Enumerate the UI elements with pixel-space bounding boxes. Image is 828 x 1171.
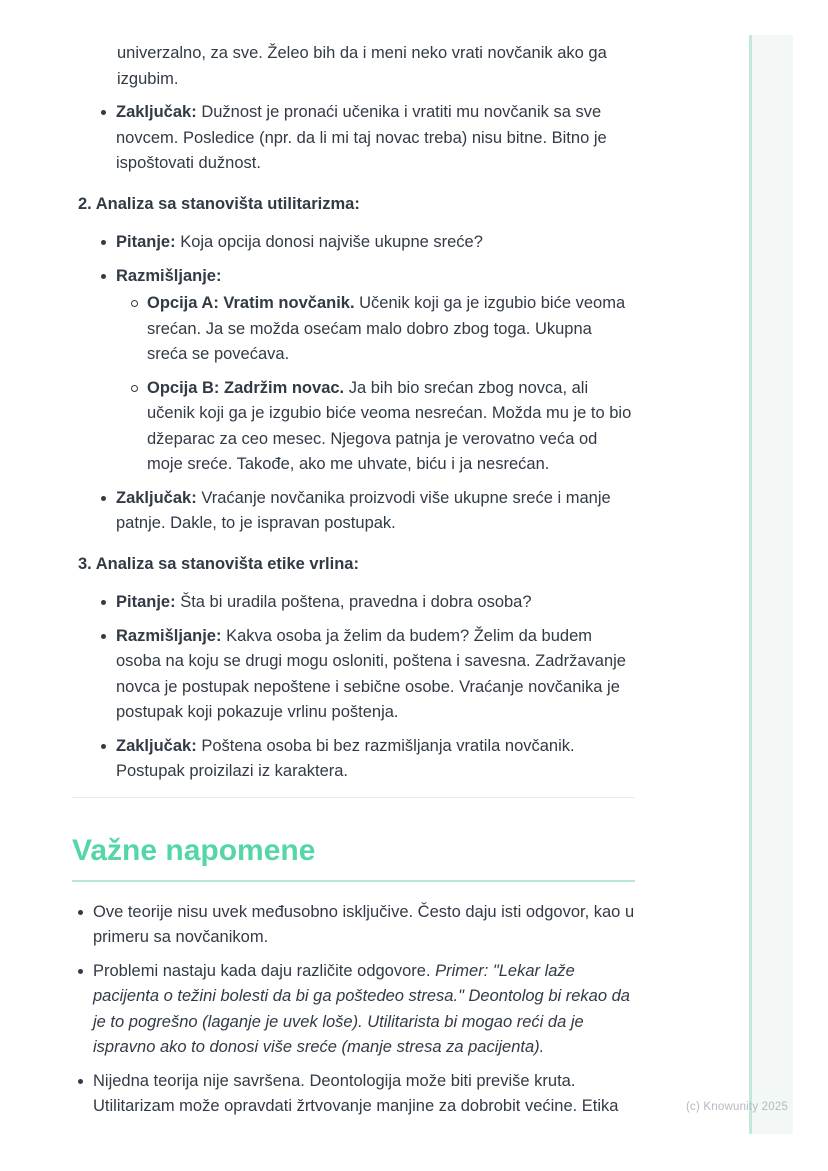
item-example-italic: Primer: "Lekar laže pacijenta o težini bolesti da bi ga poštedeo stresa." Deontolog bi rekao da je to pogrešno (laganje je uvek loše). Utilitarista bi mogao reći da je ispravno ako to donosi više sreće (manje stresa za pacijenta). (93, 961, 630, 1056)
bullet-circle-icon (131, 385, 138, 392)
item-paragraph (116, 264, 635, 290)
list-item (72, 900, 635, 951)
item-label: Pitanje: (116, 233, 176, 251)
bullet-disc-icon (101, 274, 106, 279)
list-item (72, 590, 635, 616)
item-text: Dužnost je pronaći učenika i vratiti mu novčanik sa sve novcem. Posledice (npr. da li mi taj novac treba) nisu bitne. Bitno je ispoštovati dužnost. (116, 103, 607, 172)
list-item (72, 959, 635, 1061)
list-item (72, 230, 635, 256)
item-label: Opcija B: Zadržim novac. (147, 378, 345, 397)
item-paragraph (116, 486, 635, 537)
item-label: Zaključak: (116, 488, 197, 507)
item-text: Poštena osoba bi bez razmišljanja vratila novčanik. Postupak proizilazi iz karaktera. (116, 736, 575, 780)
bullet-list (72, 590, 635, 785)
item-paragraph (116, 734, 635, 785)
bullet-disc-icon (101, 634, 106, 639)
list-item (72, 100, 635, 177)
item-paragraph (93, 900, 635, 951)
item-label: Pitanje: (116, 593, 176, 611)
sub-bullet-list (116, 291, 635, 478)
bullet-list (72, 100, 635, 177)
item-text: Ja bih bio srećan zbog novca, ali učenik koji ga je izgubio biće veoma nesrećan. Možda mu je to bio džeparac za ceo mesec. Njegova patnja je verovatno veća od moje sreće. Takođe, ako me uhvate, biću i ja nesrećan. (147, 378, 632, 473)
section-2-number: 2. (78, 194, 92, 213)
bullet-disc-icon (101, 110, 106, 115)
bullet-list (72, 230, 635, 537)
item-paragraph (147, 376, 635, 478)
section-2-title (72, 192, 635, 218)
item-label: Opcija A: Vratim novčanik. (147, 294, 355, 312)
item-text: Vraćanje novčanika proizvodi više ukupne sreće i manje patnje. Dakle, to je ispravan postupak. (116, 488, 611, 532)
item-label: Zaključak: (116, 103, 197, 121)
list-item (72, 734, 635, 785)
item-paragraph (116, 100, 635, 177)
notes-list (72, 900, 635, 1120)
item-text: Učenik koji ga je izgubio biće veoma srećan. Ja se možda osećam malo dobro zbog toga. Ukupna sreća se povećava. (147, 294, 626, 363)
bullet-disc-icon (78, 910, 83, 915)
content-column (72, 0, 635, 1128)
section-3-number: 3. (78, 554, 92, 573)
list-item (72, 624, 635, 726)
item-label: Razmišljanje: (116, 626, 222, 645)
section-3-title-text: Analiza sa stanovišta etike vrlina: (95, 554, 359, 573)
watermark: (c) Knowunity 2025 (686, 1101, 789, 1113)
item-paragraph (93, 959, 635, 1061)
item-text: Kakva osoba ja želim da budem? Želim da budem osoba na koju se drugi mogu osloniti, poštena i savesna. Zadržavanje novca je postupak nepoštene i sebične osobe. Vraćanje novčanika je postupak koji pokazuje vrlinu poštenja. (116, 626, 626, 721)
page-edge-strip (749, 35, 793, 1134)
bullet-disc-icon (78, 1079, 83, 1084)
item-label: Razmišljanje: (116, 266, 222, 285)
item-text: Šta bi uradila poštena, pravedna i dobra osoba? (180, 593, 532, 611)
section-3-title (72, 552, 635, 578)
sub-list-item (116, 291, 635, 368)
bullet-disc-icon (101, 496, 106, 501)
item-paragraph (116, 230, 635, 256)
section-2-title-text: Analiza sa stanovišta utilitarizma: (95, 194, 360, 213)
item-text: Nijedna teorija nije savršena. Deontologija može biti previše kruta. Utilitarizam može opravdati žrtvovanje manjine za dobrobit većine. Etika (93, 1071, 619, 1115)
bullet-disc-icon (78, 969, 83, 974)
item-paragraph (147, 291, 635, 368)
bullet-disc-icon (101, 240, 106, 245)
item-paragraph (116, 590, 635, 616)
section-divider (72, 797, 635, 798)
list-item (72, 264, 635, 478)
paragraph-continuation: univerzalno, za sve. Želeo bih da i meni neko vrati novčanik ako ga izgubim. (117, 44, 607, 88)
notes-heading: Važne napomene (72, 832, 635, 882)
bullet-disc-icon (101, 744, 106, 749)
item-text: Problemi nastaju kada daju različite odgovore. (93, 961, 431, 980)
list-item (72, 1069, 635, 1120)
list-item (72, 486, 635, 537)
item-text: Koja opcija donosi najviše ukupne sreće? (180, 233, 483, 251)
item-paragraph (116, 624, 635, 726)
item-label: Zaključak: (116, 736, 197, 755)
item-paragraph (93, 1069, 635, 1120)
item-text: Ove teorije nisu uvek međusobno isključive. Često daju isti odgovor, kao u primeru sa novčanikom. (93, 902, 635, 946)
sub-list-item (116, 376, 635, 478)
bullet-circle-icon (131, 300, 138, 307)
bullet-disc-icon (101, 600, 106, 605)
